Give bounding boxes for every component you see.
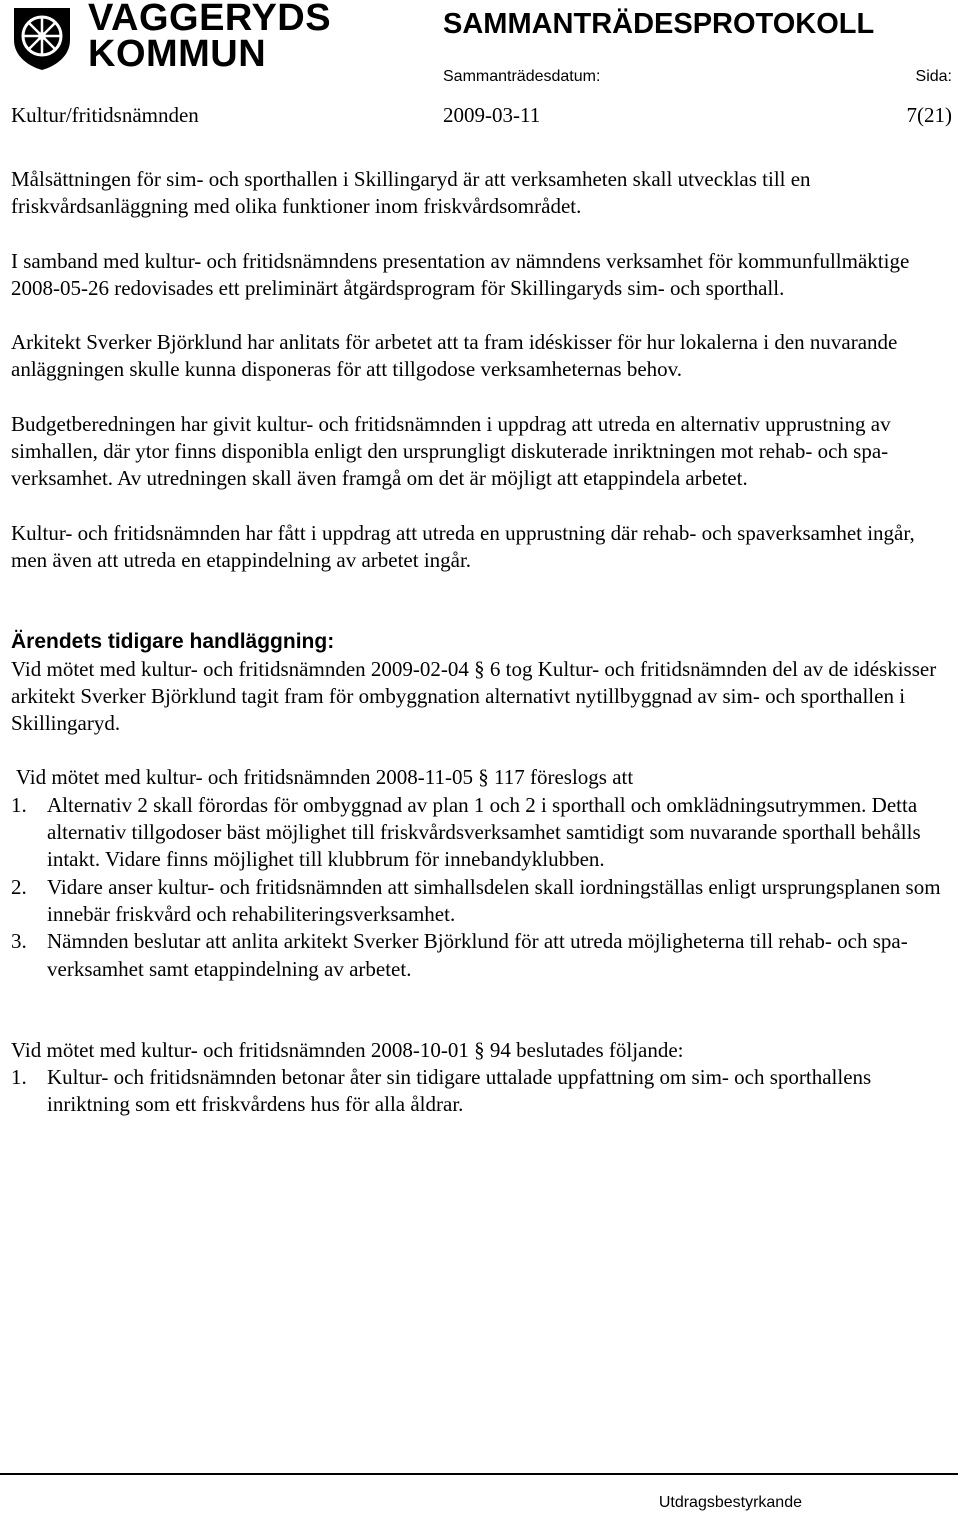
list-number: 2. bbox=[11, 874, 27, 899]
paragraph: Målsättningen för sim- och sporthallen i Skillingaryd är att verksamheten skall utvecklas till en friskvårdsanläggning med olika funktioner inom friskvårdsområdet. bbox=[11, 167, 811, 219]
list-item-text: Alternativ 2 skall förordas för ombyggnad av plan 1 och 2 i sporthall och omklädningsutrymmen. Detta alternativ tillgodoser bäst möjlighet till friskvårdsverksamhet samtidigt som nuvarande sporthall behålls intakt. Vidare finns möjlighet till klubbrum för innebandyklubben. bbox=[47, 792, 921, 872]
footer-divider bbox=[0, 1473, 958, 1475]
document-body bbox=[11, 166, 946, 1119]
meeting-date-label: Sammanträdesdatum: bbox=[443, 68, 601, 85]
list-item-text: Nämnden beslutar att anlita arkitekt Sverker Björklund för att utreda möjligheterna till rehab- och spa- verksamhet samt etappindelning av arbetet. bbox=[47, 929, 908, 981]
paragraph: I samband med kultur- och fritidsnämndens presentation av nämndens verksamhet för kommunfullmäktige 2008-05-26 redovisades ett preliminärt åtgärdsprogram för Skillingaryds sim- och sporthall. bbox=[11, 248, 910, 300]
paragraph: Arkitekt Sverker Björklund har anlitats för arbetet att ta fram idéskisser för hur lokalerna i den nuvarande anläggningen skulle kunna disponeras för att tillgodose verksamheternas behov. bbox=[11, 330, 898, 382]
list-item bbox=[11, 792, 946, 874]
page-label: Sida: bbox=[915, 68, 952, 85]
list-item bbox=[11, 874, 946, 929]
page-number: 7(21) bbox=[906, 103, 952, 127]
section-heading: Ärendets tidigare handläggning: bbox=[11, 630, 335, 654]
decision-list bbox=[11, 792, 946, 983]
logo-wordmark bbox=[88, 0, 332, 75]
list-number: 1. bbox=[11, 792, 27, 817]
list-item bbox=[11, 1064, 946, 1119]
paragraph: Vid mötet med kultur- och fritidsnämnden 2008-10-01 § 94 beslutades följande: bbox=[11, 1037, 684, 1062]
list-item-text: Kultur- och fritidsnämnden betonar åter sin tidigare uttalade uppfattning om sim- och sporthallens inriktning som ett friskvårdens hus för alla åldrar. bbox=[47, 1065, 872, 1117]
list-number: 3. bbox=[11, 929, 27, 954]
certification-label: Utdragsbestyrkande bbox=[658, 1494, 802, 1511]
paragraph: Vid mötet med kultur- och fritidsnämnden 2009-02-04 § 6 tog Kultur- och fritidsnämnden del av de idéskisser arkitekt Sverker Björklund tagit fram för ombyggnation alternativt nytillbyggnad av sim- och sporthallen i Skillingaryd. bbox=[11, 656, 937, 736]
document-title: SAMMANTRÄDESPROTOKOLL bbox=[443, 8, 875, 40]
paragraph: Vid mötet med kultur- och fritidsnämnden 2008-11-05 § 117 föreslogs att bbox=[11, 765, 634, 790]
paragraph: Budgetberedningen har givit kultur- och fritidsnämnden i uppdrag att utreda en alternativ upprustning av simhallen, där ytor finns disponibla enligt den ursprungligt diskuterade inriktningen mot rehab- och spa- verksamhet. Av utredningen skall även framgå om det är möjligt att etappindela arbetet. bbox=[11, 411, 891, 491]
municipality-logo bbox=[8, 2, 338, 76]
decision-list bbox=[11, 1064, 946, 1119]
wheel-emblem-icon bbox=[8, 4, 76, 72]
meeting-date: 2009-03-11 bbox=[443, 103, 541, 127]
list-item bbox=[11, 928, 946, 983]
committee-name: Kultur/fritidsnämnden bbox=[11, 103, 199, 127]
list-number: 1. bbox=[11, 1065, 27, 1090]
logo-line-2: KOMMUN bbox=[88, 33, 267, 75]
paragraph: Kultur- och fritidsnämnden har fått i uppdrag att utreda en upprustning där rehab- och spaverksamhet ingår, men även att utreda en etappindelning av arbetet ingår. bbox=[11, 520, 915, 572]
list-item-text: Vidare anser kultur- och fritidsnämnden att simhallsdelen skall iordningställas enligt ursprungsplanen som innebär friskvård och rehabiliteringsverksamhet. bbox=[47, 874, 941, 926]
logo-line-1: VAGGERYDS bbox=[88, 0, 332, 39]
